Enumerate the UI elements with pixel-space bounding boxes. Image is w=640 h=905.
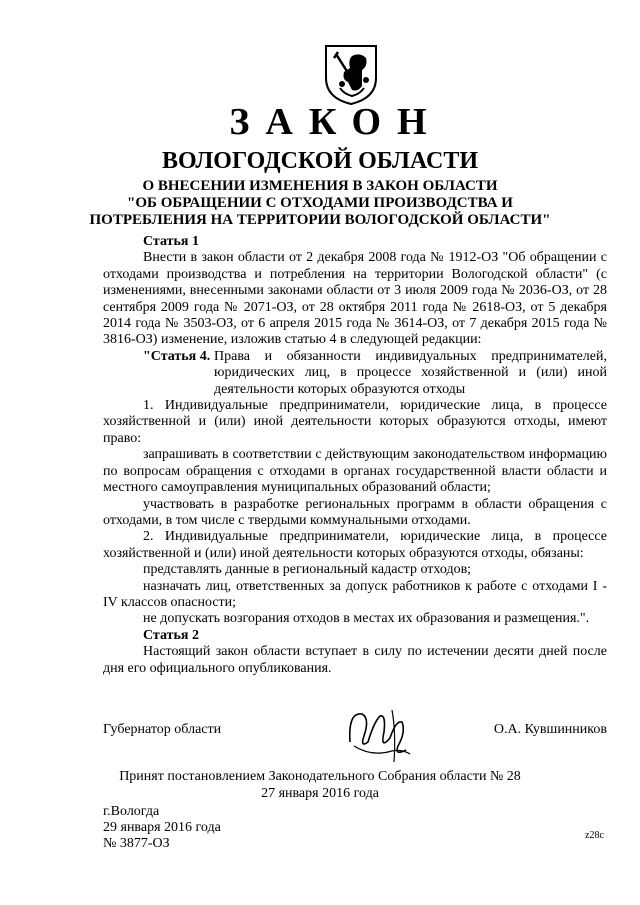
place-date-number <box>103 804 221 852</box>
article-4-paragraph: участвовать в разработке региональных программ в области обращения с отходами, в том числе с твердыми коммунальными отходами. <box>103 496 607 528</box>
law-number: № 3877-ОЗ <box>103 836 170 851</box>
signing-date: 29 января 2016 года <box>103 820 221 835</box>
coat-of-arms-icon <box>322 42 380 106</box>
handwritten-signature <box>340 702 416 764</box>
article-4-paragraph: не допускать возгорания отходов в местах их образования и размещения.". <box>143 611 590 627</box>
article-4-paragraph: запрашивать в соответствии с действующим законодательством информацию по вопросам обращения с отходами в органах государственной власти области и местного самоуправления муниципальных образований области; <box>103 447 607 496</box>
article-1-heading: Статья 1 <box>143 234 199 249</box>
document-title: ЗАКОН <box>229 101 443 143</box>
article-4-heading <box>103 349 607 398</box>
heading-line-2: "ОБ ОБРАЩЕНИИ С ОТХОДАМИ ПРОИЗВОДСТВА И <box>127 195 513 211</box>
governor-name: О.А. Кувшинников <box>493 722 607 737</box>
adoption-note <box>0 768 640 802</box>
article-4-paragraph: 2. Индивидуальные предприниматели, юридические лица, в процессе хозяйственной и (или) иной деятельности которых образуются отходы, обязаны: <box>103 529 607 561</box>
article-2-heading: Статья 2 <box>143 627 199 643</box>
article-2-text: Настоящий закон области вступает в силу по истечении десяти дней после дня его официального опубликования. <box>103 644 607 676</box>
adoption-line-2: 27 января 2016 года <box>261 786 379 801</box>
adoption-line-1: Принят постановлением Законодательного Собрания области № 28 <box>119 769 521 784</box>
city: г.Вологда <box>103 804 160 819</box>
article-4-paragraph: назначать лиц, ответственных за допуск работников к работе с отходами I - IV классов опасности; <box>103 578 607 610</box>
document-code: z28c <box>585 830 604 841</box>
document-subtitle: ВОЛОГОДСКОЙ ОБЛАСТИ <box>161 148 479 174</box>
article-4-lead: "Статья 4. <box>143 348 211 364</box>
law-body <box>103 234 607 677</box>
heading-line-3: ПОТРЕБЛЕНИЯ НА ТЕРРИТОРИИ ВОЛОГОДСКОЙ ОБЛАСТИ" <box>89 212 551 228</box>
article-4-paragraph: представлять данные в региональный кадастр отходов; <box>143 562 472 578</box>
article-4-title: Права и обязанности индивидуальных предпринимателей, юридических лиц, в процессе хозяйственной и (или) иной деятельности которых образуются отходы <box>214 348 607 397</box>
document-heading <box>0 178 640 229</box>
article-4-paragraph: 1. Индивидуальные предприниматели, юридические лица, в процессе хозяйственной и (или) иной деятельности которых образуются отходы, имеют право: <box>103 398 607 446</box>
article-1-text: Внести в закон области от 2 декабря 2008 года № 1912-ОЗ "Об обращении с отходами производства и потребления на территории Вологодской области" (с изменениями, внесенными законами области от 3 июля 2009 года № 2036-ОЗ, от 28 сентября 2009 года № 2071-ОЗ, от 28 октября 2011 года № 2618-ОЗ, от 5 декабря 2014 года № 3503-ОЗ, от 6 апреля 2015 года № 3614-ОЗ, от 7 декабря 2015 года № 3816-ОЗ) изменение, изложив статью 4 в следующей редакции: <box>103 250 607 348</box>
governor-position: Губернатор области <box>103 722 222 737</box>
heading-line-1: О ВНЕСЕНИИ ИЗМЕНЕНИЯ В ЗАКОН ОБЛАСТИ <box>142 178 498 194</box>
